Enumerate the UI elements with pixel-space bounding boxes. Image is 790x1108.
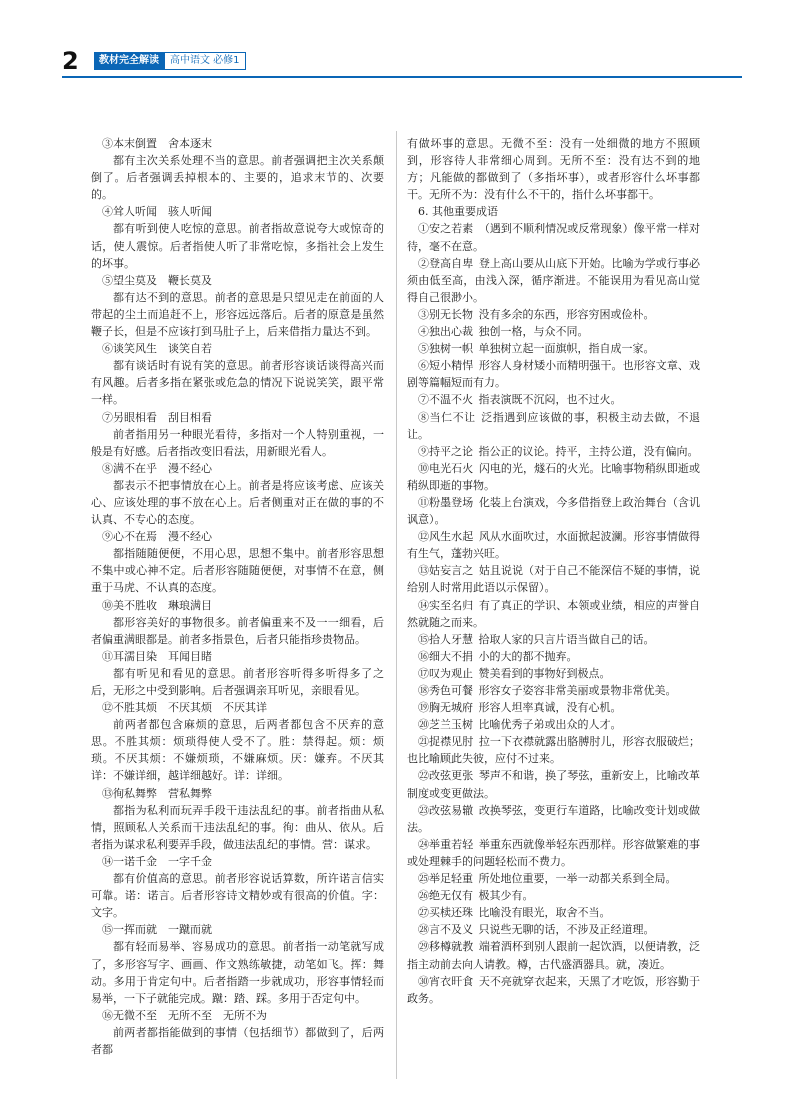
idiom-entry <box>407 716 700 733</box>
idiom-definition: 小的大的都不抛弃。 <box>478 649 578 663</box>
idiom-term: ㉒改弦更张 <box>418 769 474 783</box>
idiom-entry <box>407 528 700 562</box>
idiom-term: ⑱秀色可餐 <box>418 684 473 697</box>
header-rule <box>62 76 742 78</box>
idiom-term: ⑭实至名归 <box>418 598 474 612</box>
idiom-definition: 只说些无聊的话，不涉及正经道理。 <box>478 923 655 937</box>
idiom-heading: ⑩美不胜收 琳琅满目 <box>102 598 212 612</box>
idiom-heading: ⑥谈笑风生 谈笑自若 <box>102 342 212 356</box>
idiom-definition: 指公正的议论。持平，主持公道，没有偏向。 <box>478 444 699 458</box>
idiom-entry <box>407 767 700 801</box>
idiom-entry <box>407 870 700 887</box>
idiom-term: ⑳芝兰玉树 <box>418 718 473 732</box>
paragraph: 前两者都包含麻烦的意思，后两者都包含不厌弃的意思。不胜其烦：烦琐得使人受不了。胜：禁得起。烦：烦琐。不厌其烦：不嫌烦琐，不嫌麻烦。厌：嫌弃。不厌其详：不嫌详细，越详细越好。详：详细。 <box>91 718 384 783</box>
idiom-definition: 独创一格，与众不同。 <box>478 325 589 339</box>
idiom-heading: ⑪耳濡目染 耳闻目睹 <box>102 649 212 663</box>
idiom-term: ⑦不温不火 <box>418 393 473 407</box>
idiom-entry <box>407 836 700 870</box>
idiom-definition: 拾取人家的只言片语当做自己的话。 <box>478 632 655 646</box>
idiom-term: ⑯细大不捐 <box>418 649 473 663</box>
idiom-heading: ⑮一挥而就 一蹴而就 <box>102 923 212 937</box>
idiom-heading: ⑦另眼相看 刮目相看 <box>102 410 212 424</box>
paragraph: 都表示不把事情放在心上。前者是将应该考虑、应该关心、应该处理的事不放在心上。后者侧重对正在做的事的不认真、不专心的态度。 <box>91 478 384 527</box>
idiom-definition: 风从水面吹过，水面掀起波澜。形容事情做得有生气，蓬勃兴旺。 <box>407 530 700 561</box>
idiom-definition: 所处地位重要，一举一动都关系到全局。 <box>478 872 677 886</box>
idiom-heading: 6. 其他重要成语 <box>418 205 498 219</box>
paragraph: 都形容美好的事物很多。前者偏重来不及一一细看，后者偏重满眼都是。前者多指景色，后者只能指珍贵物品。 <box>91 615 384 646</box>
idiom-heading: ⑬徇私舞弊 营私舞弊 <box>102 786 212 800</box>
idiom-entry <box>407 887 700 904</box>
idiom-definition: 没有多余的东西，形容穷困或俭朴。 <box>478 307 655 321</box>
subject-badge: 高中语文 必修1 <box>164 52 246 70</box>
idiom-entry <box>407 340 700 357</box>
paragraph: 都有价值高的意思。前者形容说话算数，所许诺言信实可靠。诺：诺言。后者形容诗文精妙或有很高的价值。字：文字。 <box>91 872 384 920</box>
idiom-definition: 拉一下衣襟就露出胳膊肘儿，形容衣服破烂；也比喻顾此失彼，应付不过来。 <box>407 735 700 766</box>
idiom-definition: 登上高山要从山底下开始。比喻为学或行事必须由低至高，由浅入深，循序渐进。不能误用为看见高山觉得自己很渺小。 <box>407 256 700 304</box>
idiom-entry <box>407 682 700 699</box>
idiom-term: ㉔举重若轻 <box>418 837 474 851</box>
idiom-definition: 有了真正的学识、本领或业绩，相应的声誉自然就随之而来。 <box>407 598 700 629</box>
idiom-entry <box>407 494 700 528</box>
paragraph: 都有主次关系处理不当的意思。前者强调把主次关系颠倒了。后者强调丢掉根本的、主要的，追求末节的、次要的。 <box>91 154 384 202</box>
idiom-term: ㉗买椟还珠 <box>418 906 473 920</box>
idiom-definition: 端着酒杯到别人跟前一起饮酒，以便请教，泛指主动前去向人请教。樽，古代盛酒器具。就，凑近。 <box>407 940 700 971</box>
idiom-definition: 赞美看到的事物好到极点。 <box>478 666 611 680</box>
idiom-term: ⑬姑妄言之 <box>418 564 474 578</box>
idiom-definition: 形容人坦率真诚，没有心机。 <box>478 701 622 715</box>
idiom-term: ㉙移樽就教 <box>418 940 474 954</box>
idiom-definition: 形容女子姿容非常美丽或景物非常优美。 <box>478 684 677 697</box>
paragraph: 都有听见和看见的意思。前者形容听得多听得多了之后，无形之中受到影响。后者强调亲耳听见，亲眼看见。 <box>91 666 384 697</box>
idiom-entry <box>407 357 700 391</box>
left-column <box>91 135 384 1058</box>
idiom-definition: 单独树立起一面旗帜，指自成一家。 <box>478 342 655 356</box>
idiom-term: ⑮拾人牙慧 <box>418 632 473 646</box>
idiom-definition: 姑且说说（对于自己不能深信不疑的事情，说给别人时常用此语以示保留）。 <box>407 564 700 595</box>
idiom-heading: ⑭一诺千金 一字千金 <box>102 854 212 868</box>
idiom-entry <box>407 323 700 340</box>
idiom-term: ①安之若素 <box>418 222 474 236</box>
idiom-entry <box>407 306 700 323</box>
idiom-heading: ⑤望尘莫及 鞭长莫及 <box>102 273 212 287</box>
paragraph: 都有谈话时有说有笑的意思。前者形容谈话谈得高兴而有风趣。后者多指在紧张或危急的情况下说说笑笑，跟平常一样。 <box>91 359 384 407</box>
idiom-entry <box>407 409 700 443</box>
idiom-term: ㉚宵衣旰食 <box>418 974 474 988</box>
paragraph: 前两者都指能做到的事情（包括细节）都做到了，后两者都 <box>91 1025 384 1056</box>
idiom-entry <box>407 597 700 631</box>
idiom-heading: ⑨心不在焉 漫不经心 <box>102 530 212 544</box>
paragraph: 都指随随便便，不用心思，思想不集中。前者形容思想不集中或心神不定。后者形容随随便便，对事情不在意，侧重于马虎、不认真的态度。 <box>91 547 384 595</box>
idiom-term: ⑰叹为观止 <box>418 666 473 680</box>
idiom-term: ⑲胸无城府 <box>418 701 473 715</box>
idiom-entry <box>407 973 700 1007</box>
idiom-term: ㉘言不及义 <box>418 923 473 937</box>
idiom-definition: 闪电的光，燧石的火光。比喻事物稍纵即逝或稍纵即逝的事物。 <box>407 461 700 492</box>
idiom-term: ㉕举足轻重 <box>418 872 473 886</box>
idiom-definition: 比喻没有眼光，取舍不当。 <box>478 906 611 920</box>
idiom-term: ⑩电光石火 <box>418 461 474 475</box>
idiom-term: ㉑捉襟见肘 <box>418 735 474 749</box>
idiom-entry <box>407 733 700 767</box>
idiom-entry <box>407 220 700 254</box>
idiom-term: ⑨持平之论 <box>418 444 473 458</box>
idiom-heading: ③本末倒置 舍本逐末 <box>102 137 212 150</box>
column-divider <box>396 131 397 1079</box>
idiom-term: ④独出心裁 <box>418 325 473 339</box>
paragraph: 都有轻而易举、容易成功的意思。前者指一动笔就写成了，多形容写字、画画、作文熟练敏捷，动笔如飞。挥：舞动。多用于肯定句中。后者指踏一步就成功，形容事情轻而易举，一下子就能完成。蹴：踏、踩。多用于否定句中。 <box>91 940 384 1005</box>
idiom-definition: 比喻优秀子弟或出众的人才。 <box>478 718 622 732</box>
idiom-term: ⑪粉墨登场 <box>418 495 474 509</box>
idiom-term: ㉖绝无仅有 <box>418 889 473 903</box>
idiom-entry <box>407 699 700 716</box>
idiom-entry <box>407 443 700 460</box>
page-header <box>62 48 742 74</box>
idiom-entry <box>407 648 700 665</box>
idiom-definition: 举重东西就像举轻东西那样。形容做繁难的事或处理棘手的问题轻松而不费力。 <box>407 837 700 868</box>
idiom-heading: ⑯无微不至 无所不至 无所不为 <box>102 1008 267 1022</box>
paragraph: 都有听到使人吃惊的意思。前者指故意说夸大或惊奇的话，使人震惊。后者指使人听了非常吃惊，多指社会上发生的坏事。 <box>91 222 384 270</box>
right-column <box>407 135 700 1007</box>
idiom-heading: ⑫不胜其烦 不厌其烦 不厌其详 <box>102 701 267 715</box>
idiom-definition: 形容人身材矮小而精明强干。也形容文章、戏剧等篇幅短而有力。 <box>407 359 700 390</box>
idiom-term: ⑥短小精悍 <box>418 359 474 373</box>
idiom-definition: 指表演既不沉闷，也不过火。 <box>478 393 622 407</box>
idiom-term: ②登高自卑 <box>418 256 474 270</box>
idiom-term: ㉓改弦易辙 <box>418 803 474 817</box>
idiom-entry <box>407 391 700 408</box>
paragraph: 都指为私利而玩弄手段干违法乱纪的事。前者指曲从私情，照顾私人关系而干违法乱纪的事。徇：曲从、依从。后者指为谋求私利要弄手段，做违法乱纪的事情。营：谋求。 <box>91 803 384 851</box>
page-number: 2 <box>62 47 79 75</box>
paragraph: 有做坏事的意思。无微不至：没有一处细微的地方不照顾到，形容待人非常细心周到。无所不至：没有达不到的地方；凡能做的都做到了（多指坏事），或者形容什么坏事都干。无所不为：没有什么不干的，指什么坏事都干。 <box>407 137 700 202</box>
paragraph: 都有达不到的意思。前者的意思是只望见走在前面的人带起的尘土而追赶不上，形容远远落后。后者的原意是虽然鞭子长，但是不应该打到马肚子上，后来借指力量达不到。 <box>91 290 384 339</box>
idiom-entry <box>407 938 700 972</box>
idiom-entry <box>407 631 700 648</box>
idiom-entry <box>407 802 700 836</box>
idiom-definition: 琴声不和谐，换了琴弦，重新安上，比喻改革制度或变更做法。 <box>407 769 700 800</box>
idiom-definition: 改换琴弦，变更行车道路，比喻改变计划或做法。 <box>407 803 700 834</box>
idiom-entry <box>407 562 700 596</box>
idiom-definition: 化装上台演戏，今多借指登上政治舞台（含讥讽意）。 <box>407 495 700 527</box>
idiom-term: ③别无长物 <box>418 307 473 321</box>
idiom-definition: （遇到不顺利情况或反常现象）像平常一样对待，毫不在意。 <box>407 222 700 253</box>
idiom-term: ⑤独树一帜 <box>418 342 473 356</box>
idiom-definition: 天不亮就穿衣起来，天黑了才吃饭，形容勤于政务。 <box>407 974 700 1005</box>
idiom-term: ⑧当仁不让 <box>418 410 476 424</box>
idiom-heading: ⑧满不在乎 漫不经心 <box>102 461 212 475</box>
idiom-entry <box>407 904 700 921</box>
idiom-definition: 极其少有。 <box>478 889 534 903</box>
idiom-entry <box>407 255 700 306</box>
paragraph: 前者指用另一种眼光看待，多指对一个人特别重视，一般是有好感。后者指改变旧看法，用新眼光看人。 <box>91 427 384 458</box>
series-badge: 教材完全解读 <box>94 52 164 70</box>
idiom-entry <box>407 665 700 682</box>
idiom-entry <box>407 460 700 494</box>
idiom-definition: 泛指遇到应该做的事，积极主动去做，不退让。 <box>407 410 700 441</box>
idiom-entry <box>407 921 700 938</box>
idiom-term: ⑫风生水起 <box>418 530 474 544</box>
idiom-heading: ④耸人听闻 骇人听闻 <box>102 205 212 219</box>
